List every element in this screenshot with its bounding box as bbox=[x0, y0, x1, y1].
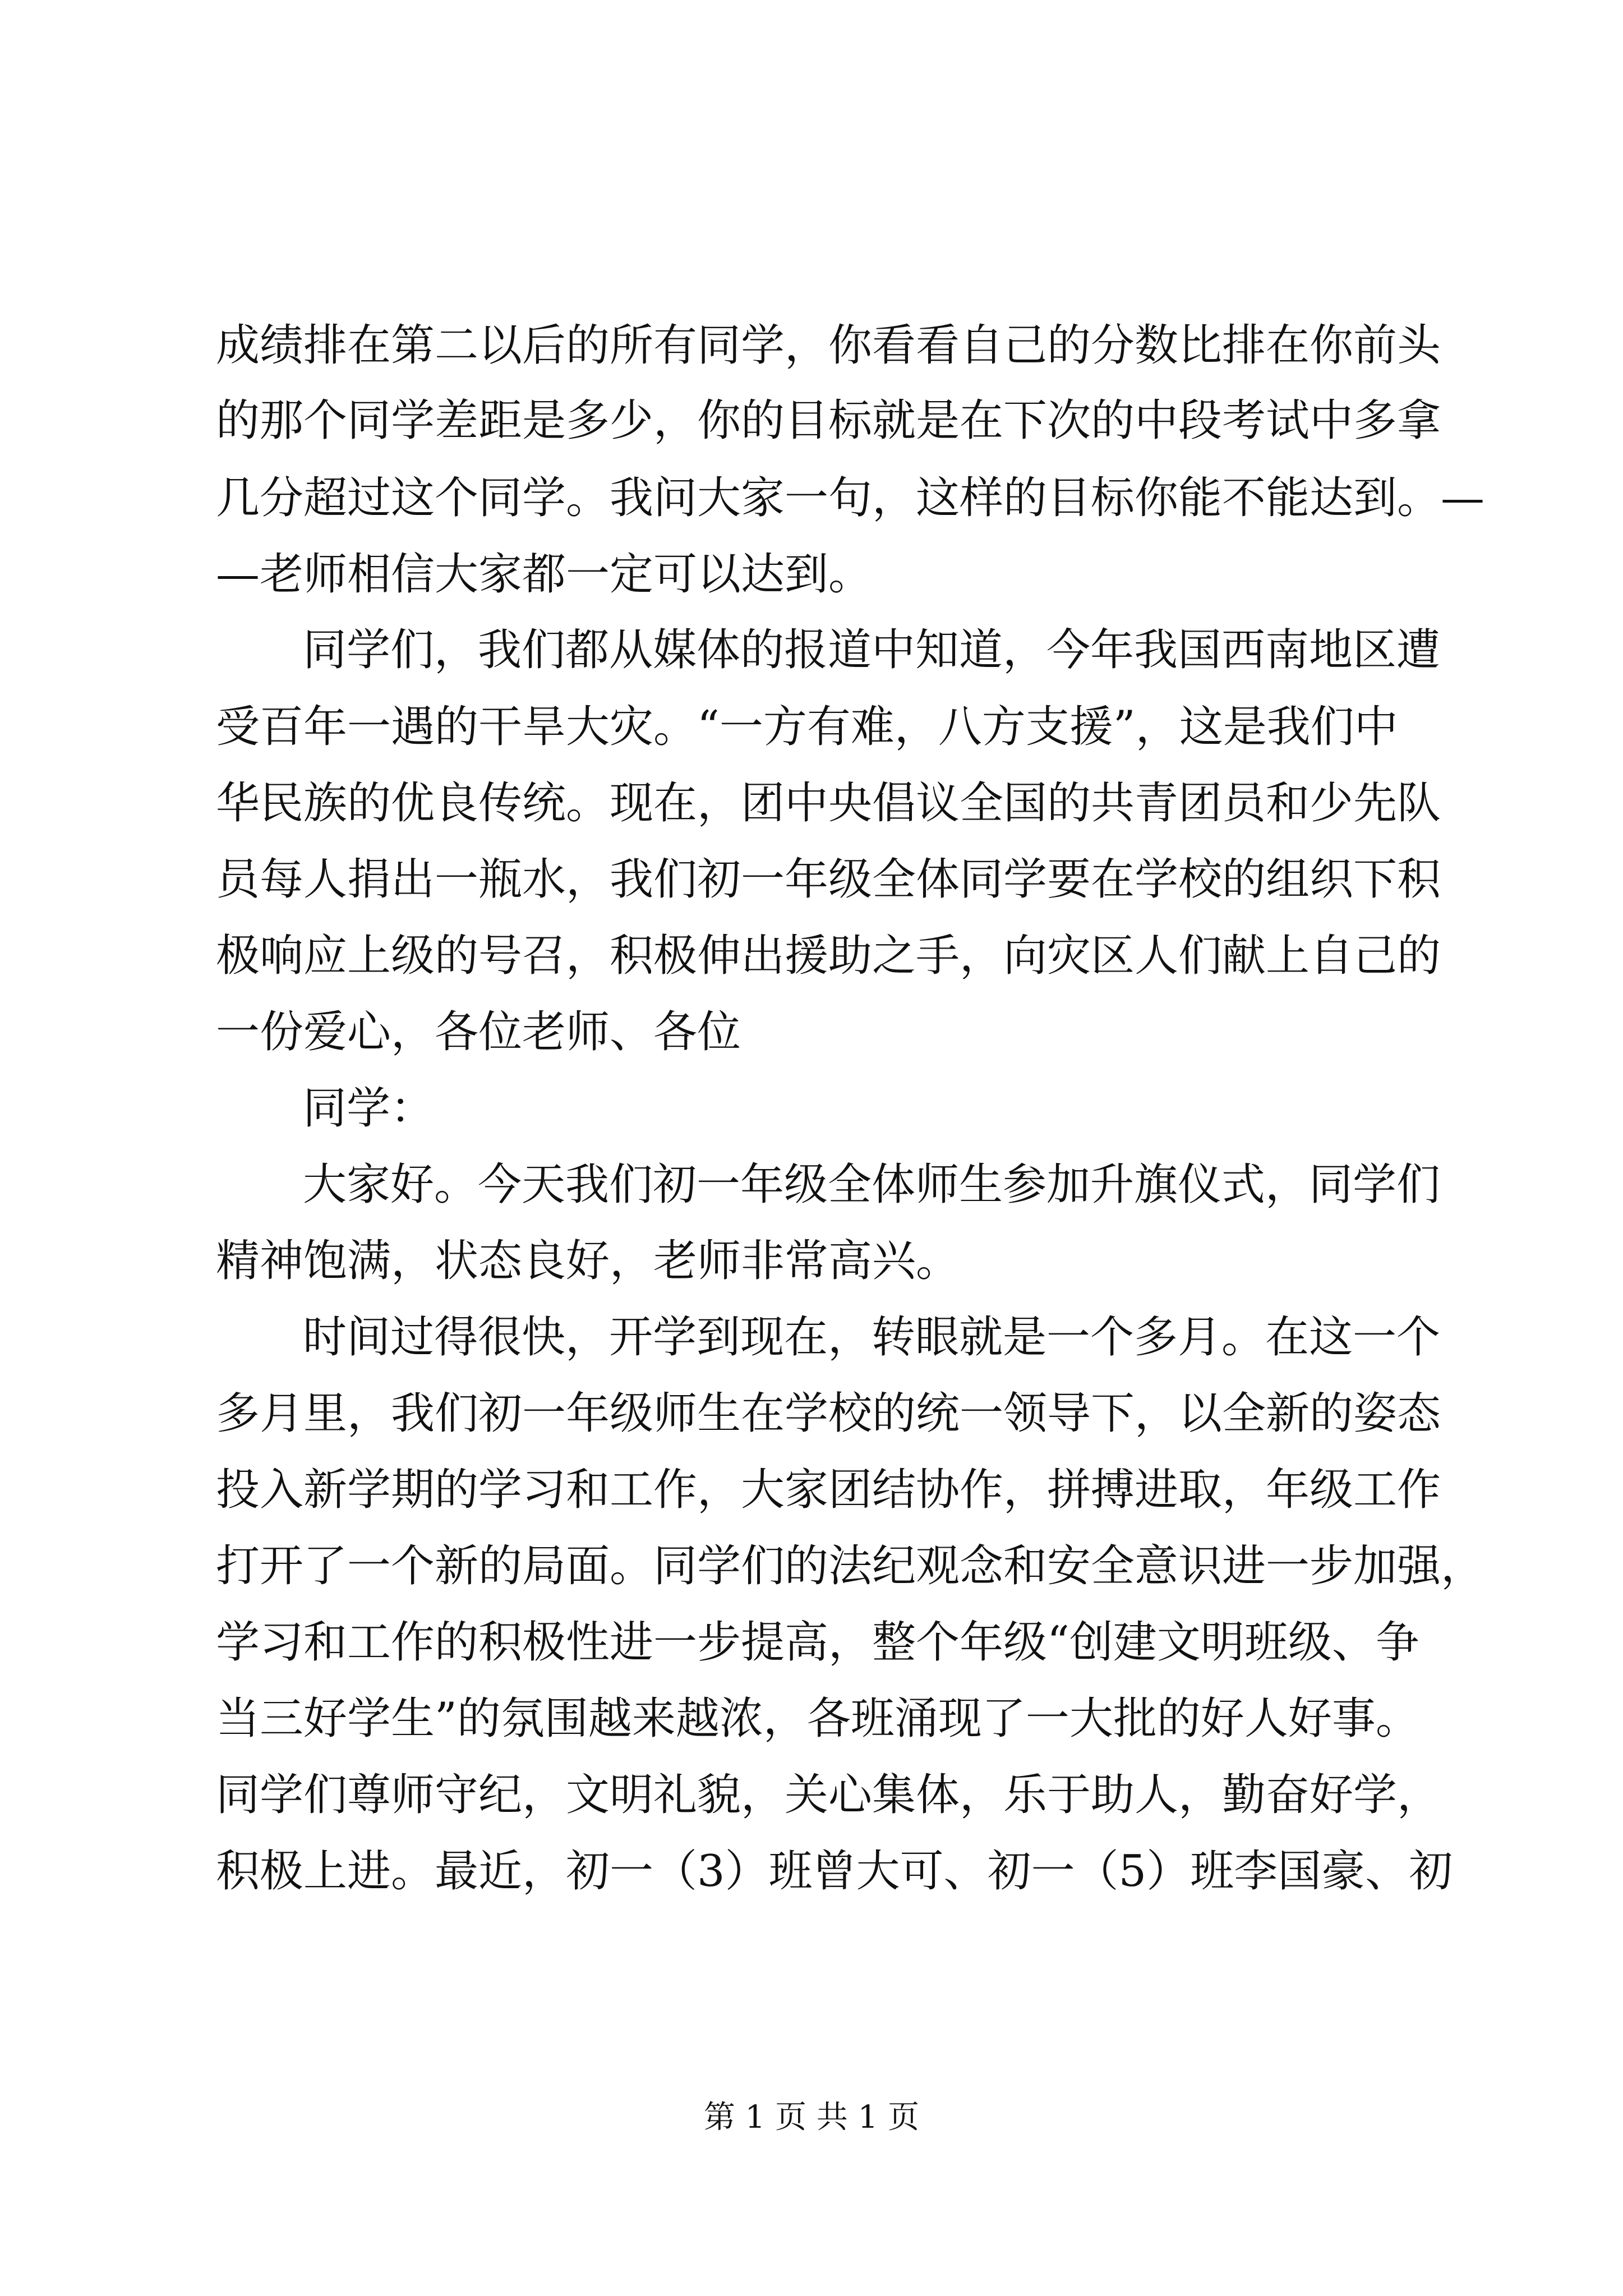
paragraph-first-line: 时间过得很快，开学到现在，转眼就是一个多月。在这一个 bbox=[303, 1312, 1441, 1363]
text-line: 精神饱满，状态良好，老师非常高兴。 bbox=[216, 1236, 960, 1286]
text-line: 同学们尊师守纪，文明礼貌，关心集体，乐于助人，勤奋好学， bbox=[216, 1770, 1441, 1820]
text-line: 学习和工作的积极性进一步提高，整个年级“创建文明班级、争 bbox=[216, 1617, 1419, 1668]
text-line: 成绩排在第二以后的所有同学，你看看自己的分数比排在你前头 bbox=[216, 320, 1441, 371]
text-line: 受百年一遇的干旱大灾。“一方有难，八方支援”，这是我们中 bbox=[216, 702, 1398, 752]
text-line: 一份爱心，各位老师、各位 bbox=[216, 1007, 741, 1057]
text-line: 打开了一个新的局面。同学们的法纪观念和安全意识进一步加强， bbox=[216, 1541, 1485, 1591]
text-line: 多月里，我们初一年级师生在学校的统一领导下，以全新的姿态 bbox=[216, 1388, 1441, 1439]
text-line: 几分超过这个同学。我问大家一句，这样的目标你能不能达到。— bbox=[216, 473, 1485, 523]
text-line: 华民族的优良传统。现在，团中央倡议全国的共青团员和少先队 bbox=[216, 778, 1441, 829]
paragraph-first-line: 大家好。今天我们初一年级全体师生参加升旗仪式，同学们 bbox=[303, 1159, 1441, 1210]
text-line: 投入新学期的学习和工作，大家团结协作，拼搏进取，年级工作 bbox=[216, 1465, 1441, 1515]
text-line: 积极上进。最近，初一（3）班曾大可、初一（5）班李国豪、初 bbox=[216, 1846, 1453, 1897]
text-line: 极响应上级的号召，积极伸出援助之手，向灾区人们献上自己的 bbox=[216, 931, 1441, 981]
salutation-line: 同学： bbox=[303, 1083, 435, 1134]
paragraph-first-line: 同学们，我们都从媒体的报道中知道，今年我国西南地区遭 bbox=[303, 625, 1441, 675]
page-number-footer: 第 1 页 共 1 页 bbox=[703, 2099, 920, 2136]
text-line: —老师相信大家都一定可以达到。 bbox=[216, 549, 873, 600]
text-line: 员每人捐出一瓶水，我们初一年级全体同学要在学校的组织下积 bbox=[216, 854, 1441, 905]
text-line: 当三好学生”的氛围越来越浓，各班涌现了一大批的好人好事。 bbox=[216, 1694, 1419, 1744]
text-line: 的那个同学差距是多少，你的目标就是在下次的中段考试中多拿 bbox=[216, 395, 1441, 446]
